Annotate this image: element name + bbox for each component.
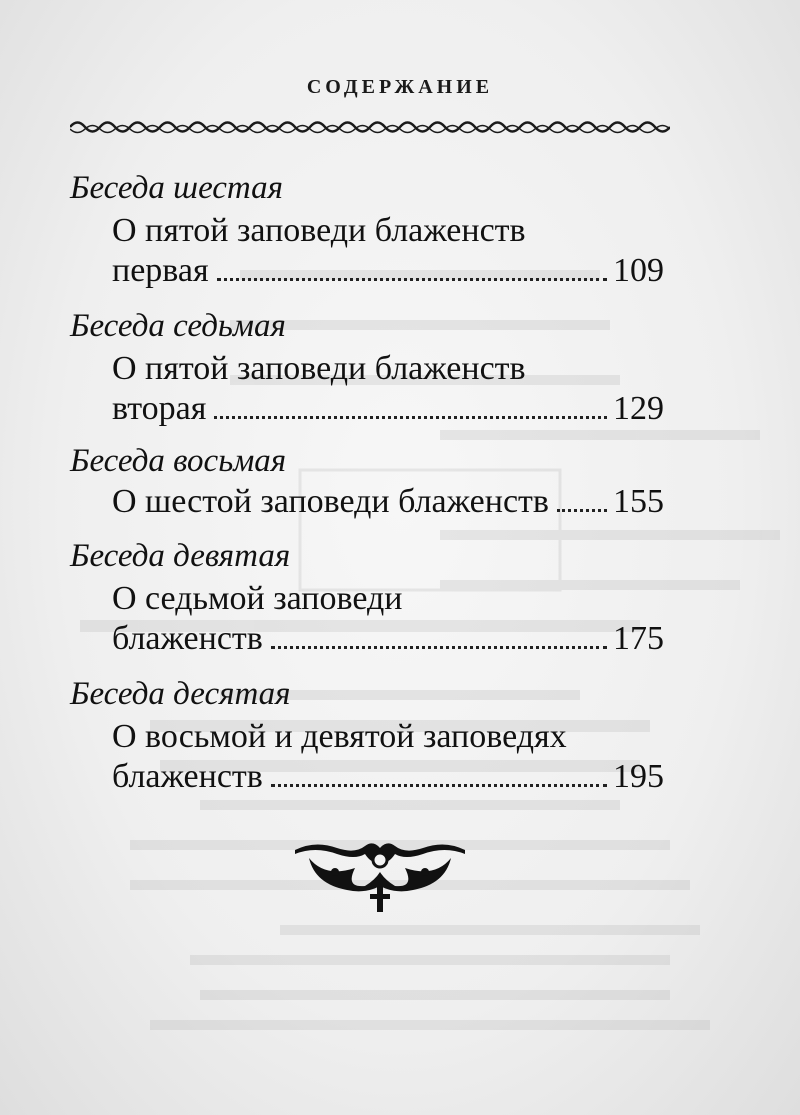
page-heading: СОДЕРЖАНИЕ	[306, 76, 494, 98]
page-number: 155	[613, 483, 664, 520]
section-title-10: Беседа десятая	[70, 676, 291, 712]
section-title-7: Беседа седьмая	[70, 308, 286, 344]
leader-dots	[271, 784, 607, 787]
toc-entry-6[interactable]	[112, 252, 664, 290]
page-number: 175	[613, 620, 664, 657]
toc-entry-7[interactable]	[112, 390, 664, 428]
section-10-line-1: О восьмой и девятой заповедях	[112, 718, 567, 755]
leader-dots	[271, 646, 607, 649]
section-title-6: Беседа шестая	[70, 170, 284, 206]
toc-entry-text: блаженств	[112, 758, 263, 795]
leader-dots	[214, 416, 607, 419]
toc-entry-text: блаженств	[112, 620, 263, 657]
toc-entry-text: первая	[112, 252, 209, 289]
toc-entry-10[interactable]	[112, 758, 664, 796]
toc-entry-9[interactable]	[112, 620, 664, 658]
page-number: 109	[613, 252, 664, 289]
section-7-line-1: О пятой заповеди блаженств	[112, 350, 526, 387]
toc-entry-text: О шестой заповеди блаженств	[112, 483, 549, 520]
decorative-rule	[70, 118, 670, 136]
section-9-line-1: О седьмой заповеди	[112, 580, 403, 617]
tailpiece-ornament	[295, 838, 465, 913]
section-title-9: Беседа девятая	[70, 538, 291, 574]
section-6-line-1: О пятой заповеди блаженств	[112, 212, 526, 249]
leader-dots	[217, 278, 607, 281]
leader-dots	[557, 509, 607, 512]
page-number: 129	[613, 390, 664, 427]
page-number: 195	[613, 758, 664, 795]
toc-entry-text: вторая	[112, 390, 207, 427]
toc-entry-8[interactable]	[112, 483, 664, 521]
section-title-8: Беседа восьмая	[70, 443, 287, 479]
